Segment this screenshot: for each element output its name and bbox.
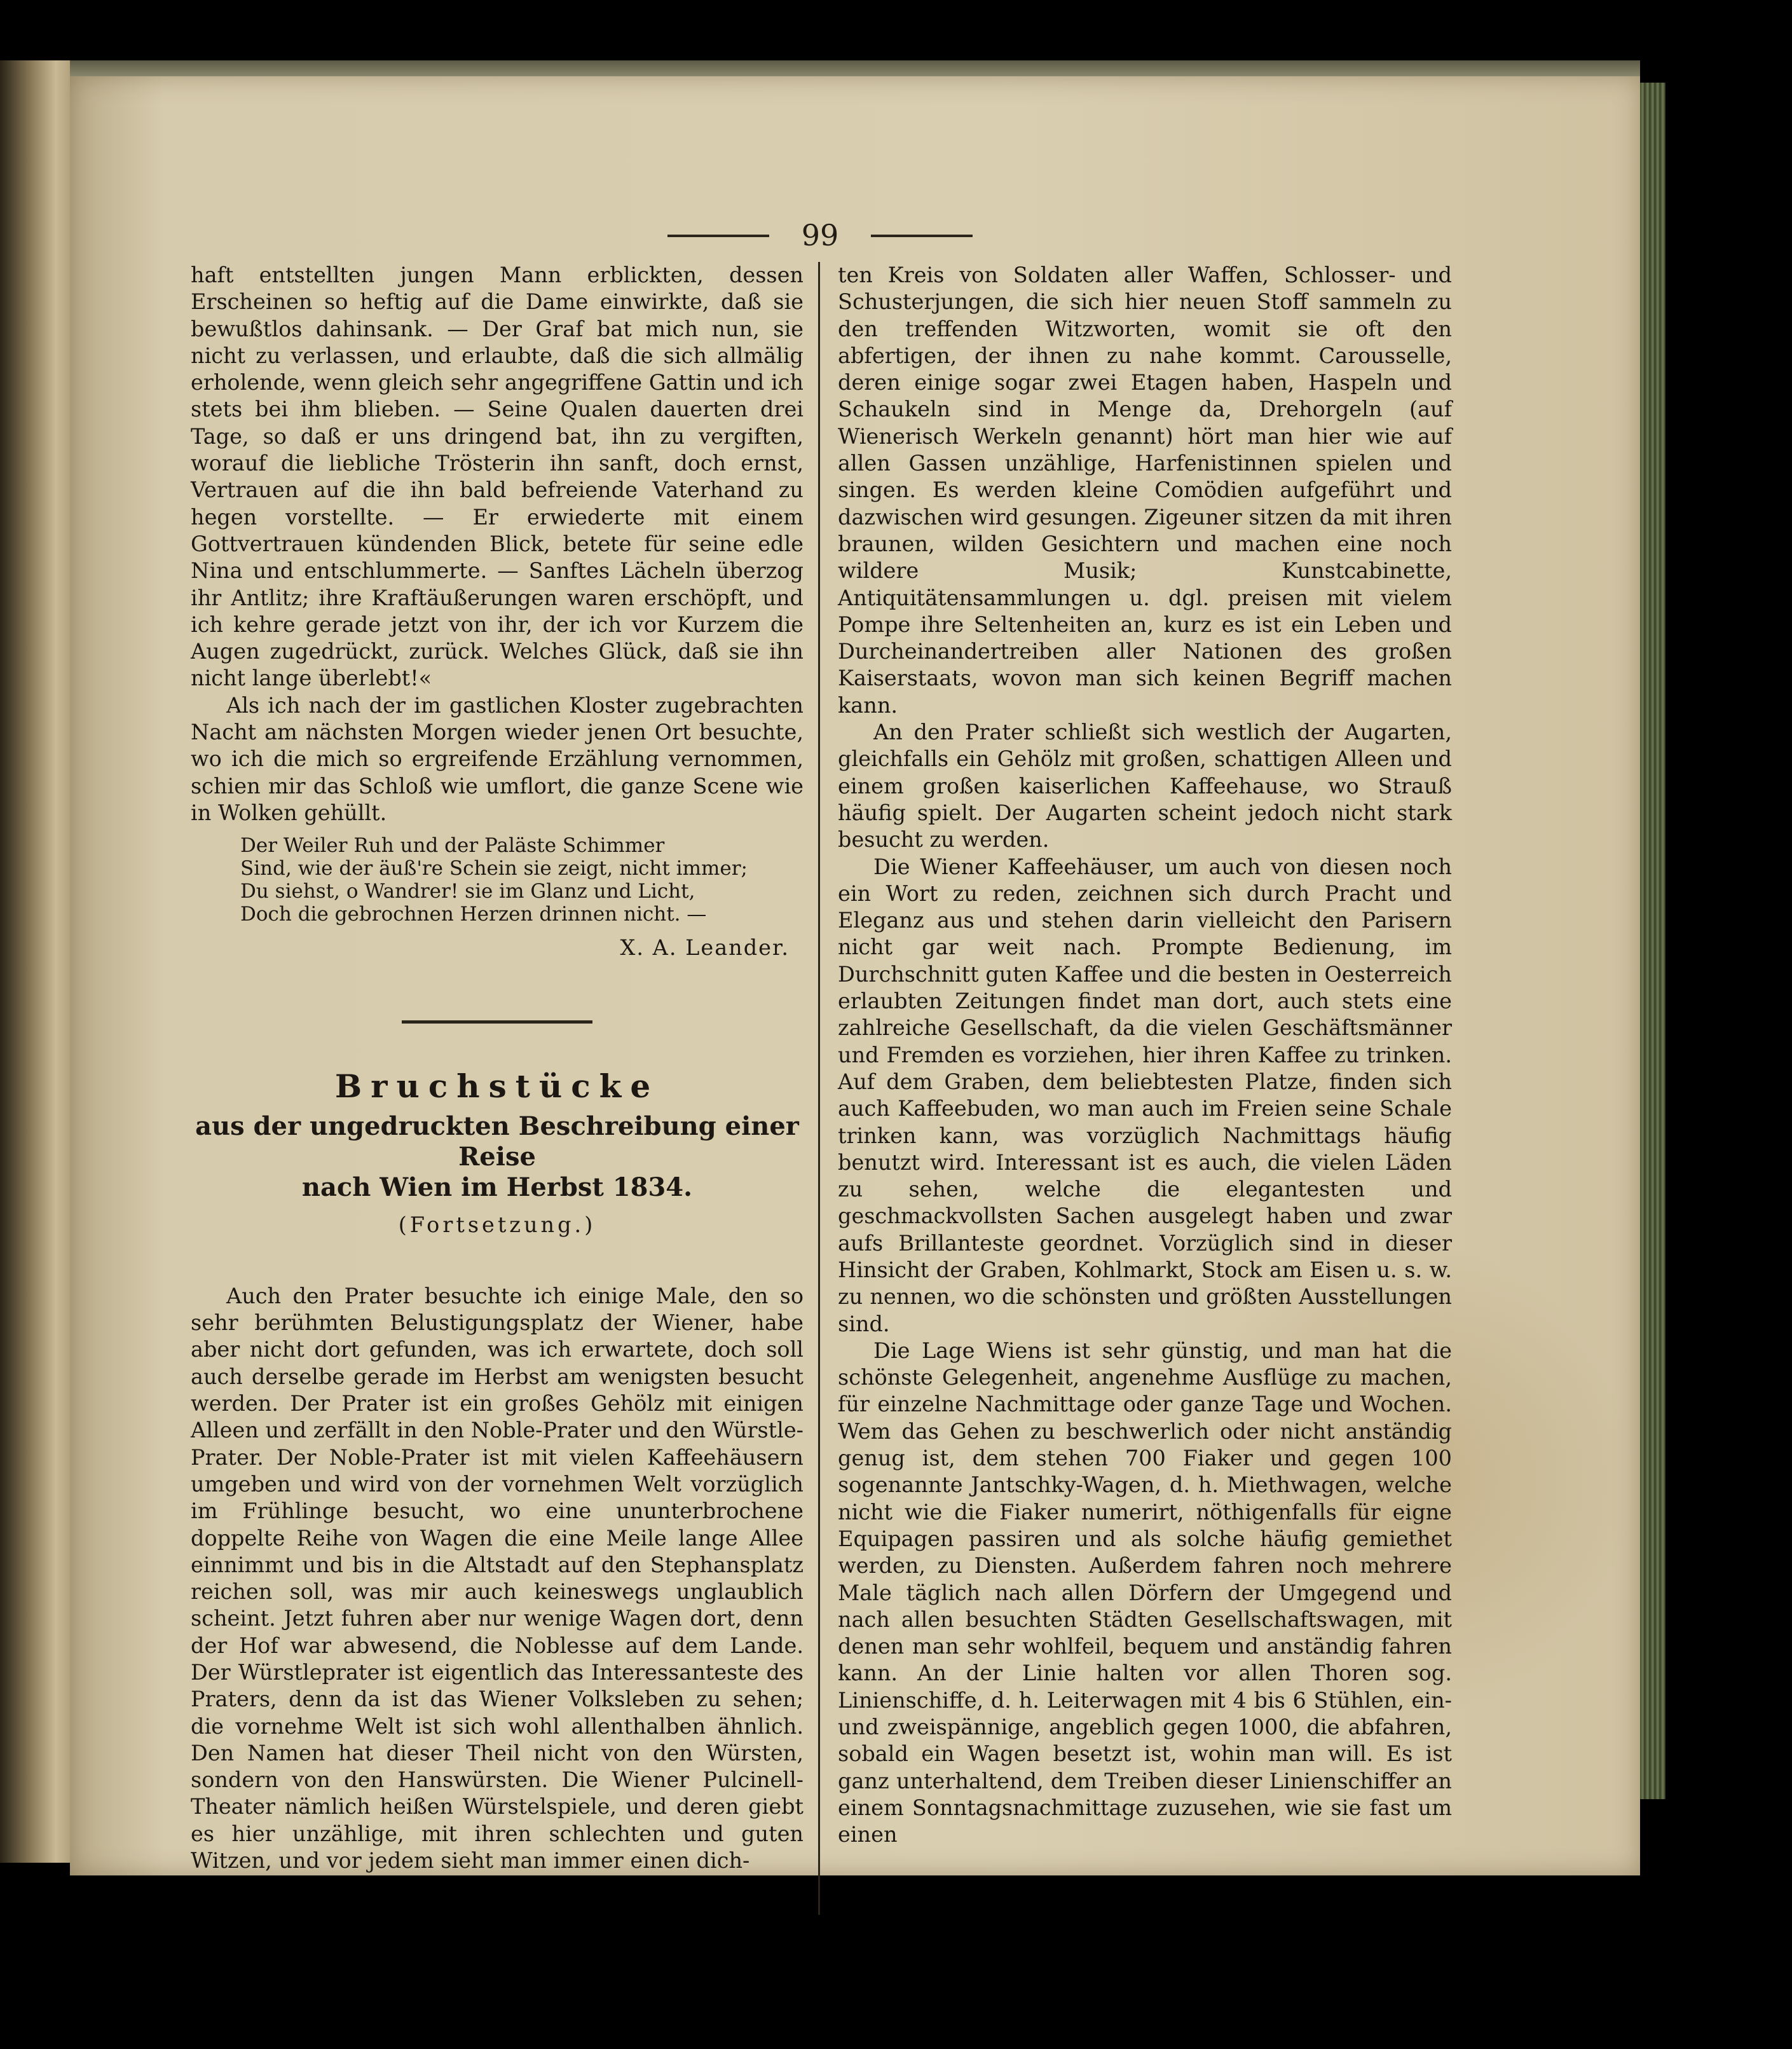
author-signature: X. A. Leander. xyxy=(620,935,790,961)
header-rule-right xyxy=(871,235,973,237)
article-subtitle-line-1: aus der ungedruckten Beschreibung einer Reise xyxy=(195,1111,799,1172)
page-header xyxy=(667,216,973,254)
paragraph: Die Wiener Kaffeehäuser, um auch von diesen noch ein Wort zu reden, zeichnen sich durch Pracht und Eleganz aus und stehen darin vielleicht den Parisern nicht gar weit nach. Prompte Bedienung, im Durchschnitt guten Kaffee und die besten in Oesterreich erlaubten Zeitungen findet man dort, auch stets eine zahlreiche Gesellschaft, da die vielen Geschäftsmänner und Fremden es vorziehen, hier ihren Kaffee zu trinken. Auf dem Graben, dem beliebtesten Platze, finden sich auch Kaffeebuden, wo man auch im Freien seine Schale trinken kann, was vorzüglich Nachmittags häufig benutzt wird. Interessant ist es auch, die vielen Läden zu sehen, welche die elegantesten und geschmackvollsten Sachen ausgelegt haben und zwar aufs Brillanteste geordnet. Vorzüglich sind in dieser Hinsicht der Graben, Kohlmarkt, Stock am Eisen u. s. w. zu nennen, wo die schönsten und größten Ausstellungen sind. xyxy=(838,854,1452,1336)
poem-line: Der Weiler Ruh und der Paläste Schimmer xyxy=(240,834,665,858)
page-top-edge xyxy=(70,60,1640,78)
left-column xyxy=(191,262,804,1874)
column-divider xyxy=(818,262,820,1915)
poem-line: Du siehst, o Wandrer! sie im Glanz und Licht, xyxy=(240,880,695,903)
paragraph: haft entstellten jungen Mann erblickten, dessen Erscheinen so heftig auf die Dame einwirkte, daß sie bewußtlos dahinsank. — Der Graf bat mich nun, sie nicht zu verlassen, und erlaubte, daß die sich allmälig erholende, wenn gleich sehr angegriffene Gattin und ich stets bei ihm blieben. — Seine Qualen dauerten drei Tage, so daß er uns dringend bat, ihn zu vergiften, worauf die liebliche Trösterin ihn sanft, doch ernst, Vertrauen auf die ihn bald befreiende Vaterhand zu hegen vorstellte. — Er erwiederte mit einem Gottvertrauen kündenden Blick, betete für seine edle Nina und entschlummerte. — Sanftes Lächeln überzog ihr Antlitz; ihre Kraftäußerungen waren erschöpft, und ich kehre gerade jetzt von ihr, der ich vor Kurzem die Augen zugedrückt, zurück. Welches Glück, daß sie ihn nicht lange überlebt!« xyxy=(191,263,804,691)
continuation-note: (Fortsetzung.) xyxy=(398,1212,596,1237)
header-rule-left xyxy=(667,235,769,237)
poem xyxy=(240,834,804,926)
poem-line: Sind, wie der äuß're Schein sie zeigt, nicht immer; xyxy=(240,857,748,881)
paragraph: An den Prater schließt sich westlich der Augarten, gleichfalls ein Gehölz mit großen, schattigen Alleen und einem großen kaiserlichen Kaffeehause, wo Strauß häufig spielt. Der Augarten scheint jedoch nicht stark besucht zu werden. xyxy=(838,720,1452,853)
paragraph: Als ich nach der im gastlichen Kloster zugebrachten Nacht am nächsten Morgen wieder jenen Ort besuchte, wo ich die mich so ergreifende Erzählung vernommen, schien mir das Schloß wie umflort, die ganze Scene wie in Wolken gehüllt. xyxy=(191,692,804,825)
section-divider xyxy=(402,1020,592,1024)
paragraph: ten Kreis von Soldaten aller Waffen, Schlosser- und Schusterjungen, die sich hier neuen Stoff sammeln zu den treffenden Witzworten, womit sie oft den abfertigen, der ihnen zu nahe kommt. Carousselle, deren einige sogar zwei Etagen haben, Haspeln und Schaukeln sind in Menge da, Drehorgeln (auf Wienerisch Werkeln genannt) hört man hier wie auf allen Gassen unzählige, Harfenistinnen spielen und singen. Es werden kleine Comödien aufgeführt und dazwischen wird gesungen. Zigeuner sitzen da mit ihren braunen, wilden Gesichtern und machen eine noch wildere Musik; Kunstcabinette, Antiquitätensammlungen u. dgl. preisen mit vielem Pompe ihre Seltenheiten an, kurz es ist ein Leben und Durcheinandertreiben aller Nationen des großen Kaiserstaats, wovon man sich keinen Begriff machen kann. xyxy=(838,263,1452,718)
article-subtitle-line-2: nach Wien im Herbst 1834. xyxy=(301,1172,693,1202)
paragraph: Die Lage Wiens ist sehr günstig, und man hat die schönste Gelegenheit, angenehme Ausflüge zu machen, für einzelne Nachmittage oder ganze Tage und Wochen. Wem das Gehen zu beschwerlich oder nicht anständig genug ist, dem stehen 700 Fiaker und gegen 100 sogenannte Jantschky-Wagen, d. h. Miethwagen, welche nicht wie die Fiaker numerirt, nöthigenfalls für eigne Equipagen passiren und als solche häufig gemiethet werden, zu Diensten. Außerdem fahren noch mehrere Male täglich nach allen Dörfern der Umgegend und nach allen besuchten Städten Gesellschaftswagen, mit denen man sehr wohlfeil, bequem und anständig fahren kann. An der Linie halten vor allen Thoren sog. Linienschiffe, d. h. Leiterwagen mit 4 bis 6 Stühlen, ein- und zweispännige, angeblich gegen 1000, die abfahren, sobald ein Wagen besetzt ist, wohin man will. Es ist ganz unterhaltend, dem Treiben dieser Linienschiffer an einem Sonntagsnachmittage zuzusehen, wie sie fast um einen xyxy=(838,1338,1452,1847)
right-column xyxy=(838,262,1452,1849)
poem-line: Doch die gebrochnen Herzen drinnen nicht. — xyxy=(240,903,707,926)
book-spine-shadow xyxy=(0,60,70,1863)
paragraph: Auch den Prater besuchte ich einige Male, den so sehr berühmten Belustigungsplatz der Wiener, habe aber nicht dort gefunden, was ich erwartete, doch soll auch derselbe gerade im Herbst am wenigsten besucht werden. Der Prater ist ein großes Gehölz mit einigen Alleen und zerfällt in den Noble-Prater und den Würstle-Prater. Der Noble-Prater ist mit vielen Kaffeehäusern umgeben und wird von der vornehmen Welt vorzüglich im Frühlinge besucht, wo eine ununterbrochene doppelte Reihe von Wagen die eine Meile lange Allee einnimmt und bis in die Altstadt auf den Stephansplatz reichen soll, was mir auch keineswegs unglaublich scheint. Jetzt fuhren aber nur wenige Wagen dort, denn der Hof war abwesend, die Noblesse auf dem Lande. Der Würstleprater ist eigentlich das Interessanteste des Praters, denn da ist das Wiener Volksleben zu sehen; die vornehme Welt ist sich wohl allenthalben ähnlich. Den Namen hat dieser Theil nicht von den Würsten, sondern von den Hanswürsten. Die Wiener Pulcinell-Theater nämlich heißen Würstelspiele, und deren giebt es hier unzählige, mit ihren schlechten und guten Witzen, und vor jedem sieht man immer einen dich- xyxy=(191,1283,804,1874)
article-title: Bruchstücke xyxy=(334,1067,660,1105)
page-number: 99 xyxy=(801,218,839,252)
